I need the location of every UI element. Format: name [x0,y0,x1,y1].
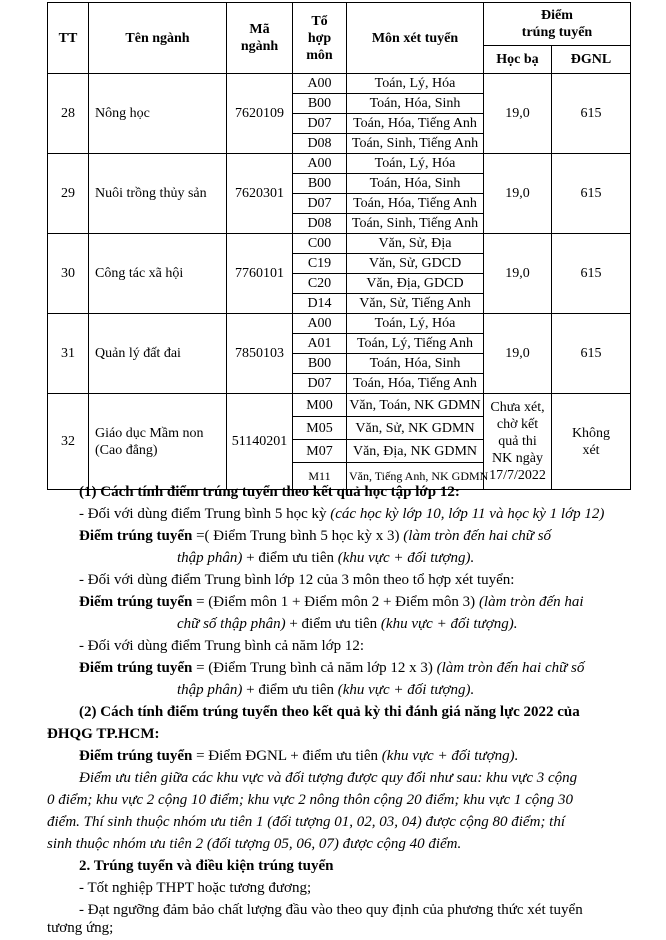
row-name: Nuôi trồng thủy sản [89,154,227,234]
row-code: 7620301 [227,154,293,234]
combo-subjects: Văn, Sử, GDCD [347,254,484,274]
combo-code: A00 [293,314,347,334]
header-dgnl: ĐGNL [552,46,631,74]
combo-subjects: Toán, Sinh, Tiếng Anh [347,134,484,154]
combo-subjects: Văn, Sử, Địa [347,234,484,254]
combo-subjects: Văn, Địa, NK GDMN [347,440,484,463]
header-hocba: Học bạ [484,46,552,74]
admission-table [47,2,631,490]
combo-code: M00 [293,394,347,417]
section1-item-a: - Đối với dùng điểm Trung bình 5 học kỳ (các học kỳ lớp 10, lớp 11 và học kỳ 1 lớp 12) [79,506,605,522]
section1-formula-a-cont: thập phân) + điểm ưu tiên (khu vực + đối tượng). [177,550,475,566]
combo-subjects: Toán, Hóa, Sinh [347,174,484,194]
header-code: Mã ngành [227,3,293,74]
combo-subjects: Văn, Địa, GDCD [347,274,484,294]
score-dgnl: 615 [552,314,631,394]
score-hocba: 19,0 [484,314,552,394]
combo-code: D07 [293,374,347,394]
section1-item-c: - Đối với dùng điểm Trung bình cả năm lớp 12: [79,638,365,654]
row-code: 7760101 [227,234,293,314]
combo-subjects: Toán, Hóa, Sinh [347,354,484,374]
row-tt: 30 [48,234,89,314]
combo-subjects: Toán, Lý, Hóa [347,154,484,174]
header-subjects: Môn xét tuyển [347,3,484,74]
combo-code: D08 [293,214,347,234]
header-score: Điểm trúng tuyển [484,3,631,46]
combo-code: D07 [293,114,347,134]
score-dgnl: 615 [552,234,631,314]
combo-code: M07 [293,440,347,463]
header-name: Tên ngành [89,3,227,74]
row-tt: 32 [48,394,89,490]
combo-code: A00 [293,74,347,94]
row-tt: 28 [48,74,89,154]
combo-subjects: Văn, Toán, NK GDMN [347,394,484,417]
combo-code: D08 [293,134,347,154]
section2-heading: (2) Cách tính điểm trúng tuyển theo kết quả kỳ thi đánh giá năng lực 2022 của [79,704,580,720]
score-dgnl: 615 [552,74,631,154]
score-hocba: 19,0 [484,74,552,154]
priority-note-line2: 0 điểm; khu vực 2 cộng 10 điểm; khu vực 2 nông thôn cộng 20 điểm; khu vực 1 cộng 30 [47,792,574,808]
section1-formula-c-cont: thập phân) + điểm ưu tiên (khu vực + đối tượng). [177,682,475,698]
combo-code: A01 [293,334,347,354]
score-hocba: 19,0 [484,154,552,234]
combo-subjects: Toán, Hóa, Tiếng Anh [347,374,484,394]
combo-code: C20 [293,274,347,294]
combo-subjects: Toán, Hóa, Tiếng Anh [347,114,484,134]
section1-formula-a: Điểm trúng tuyển =( Điểm Trung bình 5 học kỳ x 3) (làm tròn đến hai chữ số [79,528,552,544]
priority-note-line4: sinh thuộc nhóm ưu tiên 2 (đối tượng 05, 06, 07) được cộng 40 điểm. [47,836,462,852]
condition-item-2: - Đạt ngưỡng đảm bảo chất lượng đầu vào theo quy định của phương thức xét tuyển [79,902,583,918]
section2-heading-cont: ĐHQG TP.HCM: [47,726,160,742]
section1-formula-b: Điểm trúng tuyển = (Điểm môn 1 + Điểm môn 2 + Điểm môn 3) (làm tròn đến hai [79,594,584,610]
section1-formula-b-cont: chữ số thập phân) + điểm ưu tiên (khu vực + đối tượng). [177,616,518,632]
header-tt: TT [48,3,89,74]
combo-code: M11 [293,463,347,490]
combo-subjects: Toán, Lý, Tiếng Anh [347,334,484,354]
combo-code: C19 [293,254,347,274]
combo-subjects: Văn, Tiếng Anh, NK GDMN [347,463,484,490]
priority-note-line1: Điểm ưu tiên giữa các khu vực và đối tượng được quy đổi như sau: khu vực 3 cộng [79,770,578,786]
row-tt: 29 [48,154,89,234]
combo-subjects: Toán, Hóa, Tiếng Anh [347,194,484,214]
section1-item-b: - Đối với dùng điểm Trung bình lớp 12 của 3 môn theo tổ hợp xét tuyển: [79,572,515,588]
condition-item-2-cont: tương ứng; [47,920,114,936]
combo-subjects: Toán, Hóa, Sinh [347,94,484,114]
row-name: Quản lý đất đai [89,314,227,394]
combo-code: D14 [293,294,347,314]
combo-code: M05 [293,417,347,440]
combo-subjects: Toán, Sinh, Tiếng Anh [347,214,484,234]
section2-formula: Điểm trúng tuyển = Điểm ĐGNL + điểm ưu tiên (khu vực + đối tượng). [79,748,519,764]
condition-item-1: - Tốt nghiệp THPT hoặc tương đương; [79,880,312,896]
row-name: Giáo dục Mầm non (Cao đẳng) [89,394,227,490]
combo-code: B00 [293,354,347,374]
row-tt: 31 [48,314,89,394]
score-dgnl: Không xét [552,394,631,490]
header-combo: Tổ hợp môn [293,3,347,74]
section1-formula-c: Điểm trúng tuyển = (Điểm Trung bình cả năm lớp 12 x 3) (làm tròn đến hai chữ số [79,660,585,676]
combo-subjects: Văn, Sử, NK GDMN [347,417,484,440]
row-name: Nông học [89,74,227,154]
admission-section-heading: 2. Trúng tuyển và điều kiện trúng tuyển [79,858,334,874]
combo-subjects: Toán, Lý, Hóa [347,314,484,334]
combo-code: B00 [293,174,347,194]
row-code: 7850103 [227,314,293,394]
priority-note-line3: điểm. Thí sinh thuộc nhóm ưu tiên 1 (đối tượng 01, 02, 03, 04) được cộng 80 điểm; thí [47,814,566,830]
combo-code: D07 [293,194,347,214]
row-code: 7620109 [227,74,293,154]
combo-code: C00 [293,234,347,254]
score-hocba: 19,0 [484,234,552,314]
row-name: Công tác xã hội [89,234,227,314]
score-hocba: Chưa xét, chờ kết quả thi NK ngày 17/7/2022 [484,394,552,490]
combo-code: A00 [293,154,347,174]
section1-heading: (1) Cách tính điểm trúng tuyển theo kết quả học tập lớp 12: [79,484,460,500]
score-dgnl: 615 [552,154,631,234]
combo-code: B00 [293,94,347,114]
row-code: 51140201 [227,394,293,490]
combo-subjects: Văn, Sử, Tiếng Anh [347,294,484,314]
combo-subjects: Toán, Lý, Hóa [347,74,484,94]
